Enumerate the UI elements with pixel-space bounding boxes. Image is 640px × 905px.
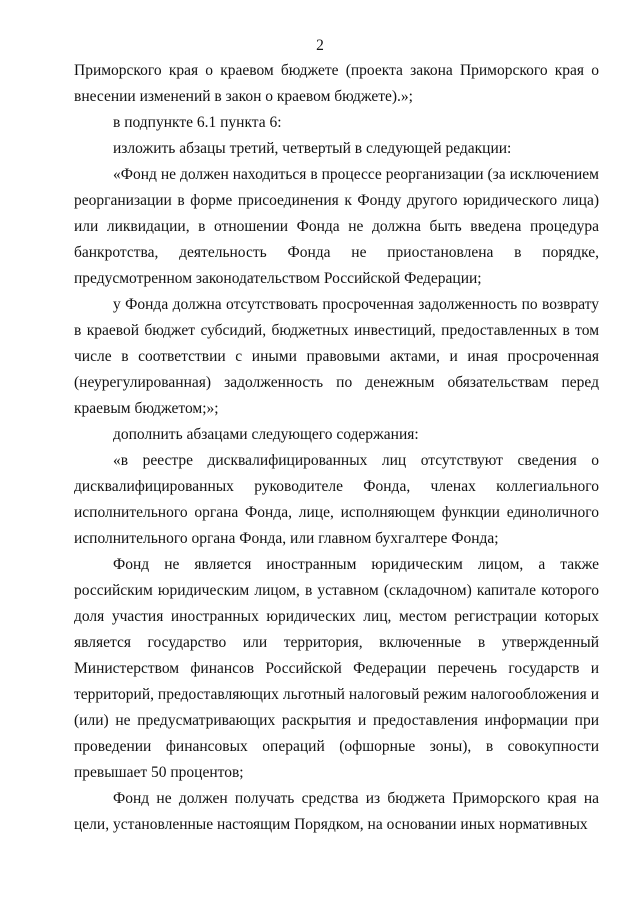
paragraph-foreign-entity: Фонд не является иностранным юридическим лицом, а также российским юридическим лицом, в уставном (складочном) капитале которого доля участия иностранных юридических лиц, местом регистрации которых является государство или территория, включенные в утвержденный Министерством финансов Российской Федерации перечень государств и территорий, предоставляющих льготный налоговый режим налогообложения и (или) не предусматривающих раскрытия и предоставления информации при проведении финансовых операций (офшорные зоны), в совокупности превышает 50 процентов;	[74, 556, 599, 781]
page-number: 2	[316, 37, 324, 54]
paragraph-reorganization: «Фонд не должен находиться в процессе реорганизации (за исключением реорганизации в форме присоединения к Фонду другого юридического лица) или ликвидации, в отношении Фонда не должна быть введена процедура банкротства, деятельность Фонда не приостановлена в порядке, предусмотренном законодательством Российской Федерации;	[74, 166, 599, 287]
paragraph-edit-instruction: изложить абзацы третий, четвертый в следующей редакции:	[113, 140, 512, 157]
paragraph-budget-funds: Фонд не должен получать средства из бюджета Приморского края на цели, установленные настоящим Порядком, на основании иных нормативных	[74, 790, 599, 833]
paragraph-debt: у Фонда должна отсутствовать просроченная задолженность по возврату в краевой бюджет субсидий, бюджетных инвестиций, предоставленных в том числе в соответствии с иными правовыми актами, и иная просроченная (неурегулированная) задолженность по денежным обязательствам перед краевым бюджетом;»;	[74, 296, 599, 417]
paragraph-disqualified-persons: «в реестре дисквалифицированных лиц отсутствуют сведения о дисквалифицированных руководителе Фонда, членах коллегиального исполнительного органа Фонда, лице, исполняющем функции единоличного исполнительного органа Фонда, или главном бухгалтере Фонда;	[74, 452, 599, 547]
paragraph-continuation: Приморского края о краевом бюджете (проекта закона Приморского края о внесении изменений в закон о краевом бюджете).»;	[74, 62, 599, 105]
paragraph-subclause-intro: в подпункте 6.1 пункта 6:	[113, 114, 282, 131]
paragraph-supplement-instruction: дополнить абзацами следующего содержания:	[113, 426, 419, 443]
